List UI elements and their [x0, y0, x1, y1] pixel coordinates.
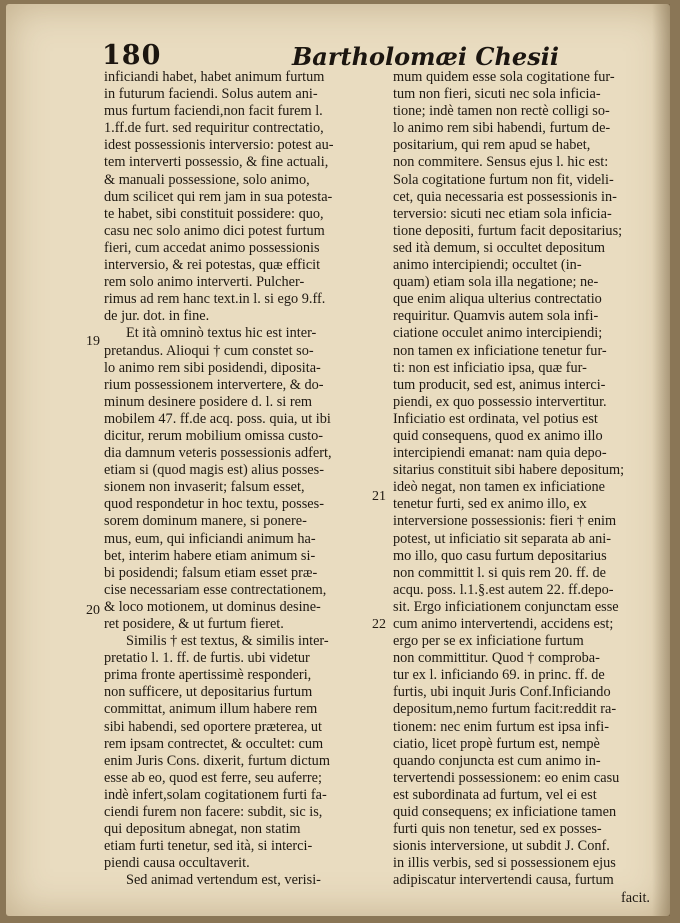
- text-line: quod respondetur in hoc textu, posses-: [104, 496, 324, 513]
- text-line: requiritur. Quamvis autem sola infi-: [393, 308, 599, 325]
- left-text-column: [104, 69, 362, 890]
- text-line: interversione possessionis: fieri † enim: [393, 513, 617, 530]
- text-line: tione; indè tamen non rectè colligi so-: [393, 103, 610, 120]
- margin-number-19: 19: [86, 334, 100, 349]
- text-line: pretandus. Alioqui † cum constet so-: [104, 342, 314, 359]
- text-line: sitarius constituit sibi habere depositum;: [393, 462, 625, 479]
- text-line: non tamen ex inficiatione tenetur fur-: [393, 342, 607, 359]
- text-line: Inficiatio est ordinata, vel potius est: [393, 410, 598, 427]
- text-line: non commitere. Sensus ejus l. hic est:: [393, 154, 609, 171]
- text-line: te habet, sibi constituit possidere: quo,: [104, 205, 324, 222]
- text-line: non committitur. Quod † comproba-: [393, 650, 600, 667]
- text-line: ciatione occulet animo intercipiendi;: [393, 325, 603, 342]
- text-line: in futurum faciendi. Solus autem ani-: [104, 86, 318, 103]
- text-line: dicitur, rerum mobilium omissa custo-: [104, 427, 324, 444]
- text-line: facit.: [621, 889, 650, 906]
- text-line: & manuali possessione, solo animo,: [104, 171, 310, 188]
- page-number: 180: [102, 40, 162, 71]
- text-line: qui depositum abnegat, non statim: [104, 821, 301, 838]
- text-line: indè infert,solam cogitationem furti fa-: [104, 786, 327, 803]
- text-line: ciatio, licet propè furtum est, nempè: [393, 735, 600, 752]
- text-line: piendi causa occultaverit.: [104, 855, 250, 872]
- text-line: piendi, ex quo possessio intervertitur.: [393, 393, 607, 410]
- text-line: furti quis non tenetur, sed ex posses-: [393, 821, 602, 838]
- text-line: tem interverti possessio, & fine actuali,: [104, 154, 329, 171]
- text-line: Et ità omninò textus hic est inter-: [126, 325, 317, 342]
- margin-number-22: 22: [372, 617, 386, 632]
- text-line: etiam furti tenetur, sed ità, si interci-: [104, 838, 313, 855]
- text-line: dum scilicet qui rem jam in sua potesta-: [104, 188, 333, 205]
- text-line: cum animo intervertendi, accidens est;: [393, 616, 614, 632]
- text-line: ergo per se ex inficiatione furtum: [393, 633, 584, 650]
- text-line: casu nec solo animo dici potest furtum: [104, 222, 325, 239]
- text-line: mobilem 47. ff.de acq. poss. quia, ut ibi: [104, 410, 331, 427]
- text-line: tenetur furti, sed ex animo illo, ex: [393, 496, 587, 513]
- text-line: quid consequens; ex inficiatione tamen: [393, 804, 617, 821]
- text-line: tur ex l. inficiando 69. in princ. ff. de: [393, 667, 605, 684]
- text-line: lo animo rem sibi posidendi, diposita-: [104, 359, 321, 376]
- text-line: rimus ad rem hanc text.in l. si ego 9.ff.: [104, 291, 326, 308]
- text-line: lo animo rem sibi habendi, furtum de-: [393, 120, 611, 137]
- text-line: sit. Ergo inficiationem conjunctam esse: [393, 598, 619, 615]
- text-line: prima fronte apertissimè responderi,: [104, 667, 312, 684]
- text-line: terversio: sicuti nec etiam sola inficia-: [393, 205, 612, 222]
- text-line: bet, interim habere etiam animum si-: [104, 547, 316, 564]
- text-line: tum non fieri, sicuti nec sola inficia-: [393, 86, 601, 103]
- text-line: minum desinere posidere d. l. si rem: [104, 393, 313, 410]
- text-line: sionis interversione, ut subdit J. Conf.: [393, 838, 610, 855]
- text-line: committat, animum illum habere rem: [104, 701, 318, 718]
- text-line: tionem: nec enim furtum est ipsa infi-: [393, 718, 609, 735]
- text-line: positarium, qui rem apud se habet,: [393, 137, 591, 154]
- margin-number-21: 21: [372, 489, 386, 504]
- text-line: in illis verbis, sed si possessionem ejus: [393, 855, 616, 872]
- text-line: idest possessionis interversio: potest au-: [104, 137, 334, 154]
- text-line: pretatio l. 1. ff. de furtis. ubi videtur: [104, 650, 310, 667]
- text-line: non sufficere, ut depositarius furtum: [104, 684, 313, 701]
- text-line: depositum,nemo furtum facit:reddit ra-: [393, 701, 617, 718]
- text-line: quid consequens, quod ex animo illo: [393, 427, 603, 444]
- text-line: rem ipsam contrectet, & occultet: cum: [104, 735, 324, 752]
- text-line: intercipiendi emanat: nam quia depo-: [393, 445, 607, 462]
- text-line: bi posidendi; falsum etiam esset præ-: [104, 564, 318, 581]
- text-line: sorem dominum manere, si ponere-: [104, 513, 307, 530]
- text-line: mo illo, quo casu furtum depositarius: [393, 547, 607, 564]
- text-line: est subordinata ad furtum, vel ei est: [393, 786, 597, 803]
- text-line: furtis, ubi inquit Juris Conf.Inficiando: [393, 684, 611, 701]
- text-line: & loco motionem, ut dominus desine-: [104, 598, 321, 615]
- text-line: tione depositi, furtum facit depositarius;: [393, 222, 623, 239]
- text-line: Sed animad vertendum est, verisi-: [126, 872, 321, 889]
- right-text-column: [393, 69, 650, 907]
- text-line: rem solo animo interverti. Pulcher-: [104, 274, 305, 291]
- text-line: de jur. dot. in fine.: [104, 308, 210, 325]
- text-line: sibi habendi, sed oportere præterea, ut: [104, 718, 322, 735]
- text-line: tum producit, sed est, animus interci-: [393, 376, 606, 393]
- text-line: acqu. poss. l.1.§.est autem 22. ff.depo-: [393, 581, 614, 598]
- text-line: esse ab eo, quod est ferre, seu auferre;: [104, 769, 322, 786]
- text-line: ciendi furem non facere: subdit, sic is,: [104, 804, 323, 821]
- text-line: sionem non invaserit; falsum esset,: [104, 479, 305, 496]
- text-line: cet, quia necessaria est possessionis in-: [393, 188, 617, 205]
- book-page: [6, 4, 670, 916]
- running-title: Bartholomæi Chesii: [292, 42, 559, 71]
- text-line: cise necessariam esse contrectationem,: [104, 581, 327, 598]
- text-line: potest, ut inficiatio sit separata ab ani-: [393, 530, 611, 547]
- text-line: etiam si (quod magis est) alius posses-: [104, 462, 324, 479]
- margin-number-20: 20: [86, 603, 100, 618]
- text-line: animo intercipiendi; occultet (in-: [393, 257, 582, 274]
- text-line: ideò negat, non tamen ex inficiatione: [393, 479, 605, 496]
- text-line: mus, eum, qui inficiandi animum ha-: [104, 530, 316, 547]
- text-line: adipiscatur intervertendi causa, furtum: [393, 872, 614, 889]
- text-line: ret posidere, & ut furtum fieret.: [104, 616, 284, 632]
- text-line: non committit l. si quis rem 20. ff. de: [393, 564, 606, 581]
- text-line: enim Juris Cons. dixerit, furtum dictum: [104, 752, 330, 769]
- text-line: que enim aliqua ulterius contrectatio: [393, 291, 602, 308]
- text-line: ti: non est inficiatio ipsa, quæ fur-: [393, 359, 587, 376]
- text-line: quando conjuncta est cum animo in-: [393, 752, 601, 769]
- text-line: mus furtum faciendi,non facit furem l.: [104, 103, 323, 120]
- text-line: 1.ff.de furt. sed requiritur contrectatio,: [104, 120, 324, 137]
- text-line: Sola cogitatione furtum non fit, videli-: [393, 171, 614, 188]
- text-line: sed ità demum, si occultet depositum: [393, 239, 606, 256]
- text-line: Similis † est textus, & similis inter-: [126, 633, 329, 650]
- text-line: tervertendi possessionem: eo enim casu: [393, 769, 620, 786]
- text-line: quam) etiam sola illa negatione; ne-: [393, 274, 599, 291]
- text-line: dia damnum veteris possessionis adfert,: [104, 445, 332, 462]
- text-line: mum quidem esse sola cogitatione fur-: [393, 69, 615, 85]
- text-line: fieri, cum accedat animo possessionis: [104, 239, 320, 256]
- text-line: interversio, & rei potestas, quæ efficit: [104, 257, 321, 274]
- text-line: inficiandi habet, habet animum furtum: [104, 69, 325, 85]
- text-line: rium possessionem intervertere, & do-: [104, 376, 324, 393]
